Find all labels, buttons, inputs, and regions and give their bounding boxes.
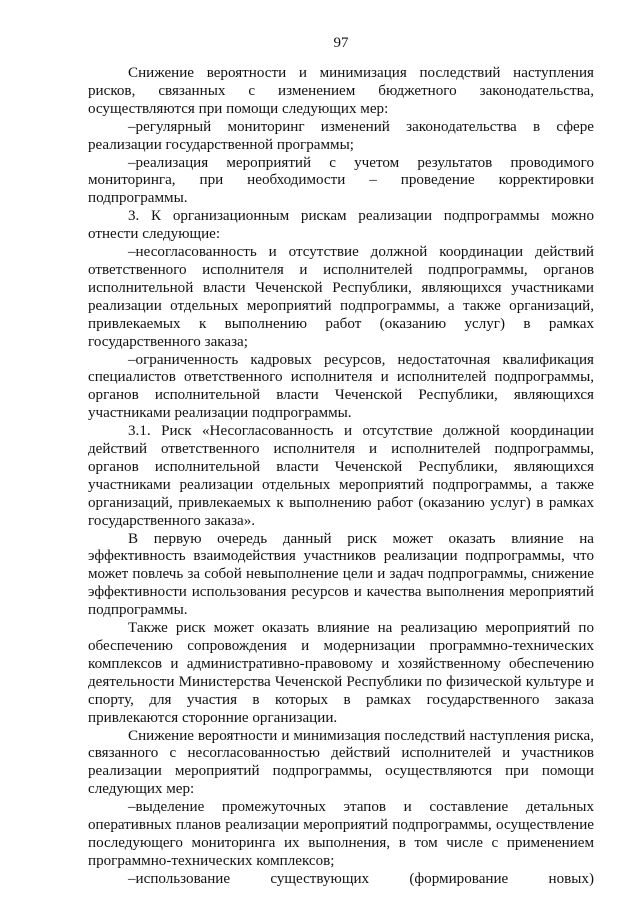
paragraph-organizational-risks: 3. К организационным рискам реализации подпрограммы можно отнести следующие: [88,208,594,243]
paragraph-limited-staff: –ограниченность кадровых ресурсов, недостаточная квалификация специалистов ответственного исполнителя и исполнителей подпрограммы, органов исполнительной власти Чеченской Республики, являющихся участниками реализации подпрограммы. [88,351,594,422]
page-number: 97 [333,35,349,51]
paragraph-use-existing: –использование существующих (формирование новых) [128,870,594,887]
paragraph-regular-monitoring: –регулярный мониторинг изменений законодательства в сфере реализации государственной программы; [88,118,594,153]
paragraph-risk-3-1: 3.1. Риск «Несогласованность и отсутствие должной координации действий ответственного исполнителя и исполнителей подпрограммы, органов исполнительной власти Чеченской Республики, являющихся участниками реализации отдельных мероприятий подпрограммы, а также организаций, привлекаемых к выполнению работ (оказанию услуг) в рамках государственного заказа». [88,423,594,529]
paragraph-risk-impact: В первую очередь данный риск может оказать влияние на эффективность взаимодействия участников реализации подпрограммы, что может повлечь за собой невыполнение цели и задач подпрограммы, снижение эффективности использования ресурсов и качества выполнения мероприятий подпрограммы. [88,530,594,619]
paragraph-risk-mitigation: Снижение вероятности и минимизация последствий наступления риска, связанного с несогласованностью действий исполнителей и участников реализации мероприятий подпрограммы, осуществляются при помощи следующих мер: [88,727,594,798]
document-page [88,35,594,889]
paragraph-intermediate-stages: –выделение промежуточных этапов и составление детальных оперативных планов реализации мероприятий подпрограммы, осуществление последующего мониторинга их выполнения, в том числе с применением программно-технических комплексов; [88,799,594,869]
paragraph-budget-risk-measures: Снижение вероятности и минимизация последствий наступления рисков, связанных с изменением бюджетного законодательства, осуществляются при помощи следующих мер: [88,65,594,117]
paragraph-lack-of-coordination: –несогласованность и отсутствие должной координации действий ответственного исполнителя и исполнителей подпрограммы, органов исполнительной власти Чеченской Республики, являющихся участниками реализации отдельных мероприятий подпрограммы, а также организаций, привлекаемых к выполнению работ (оказанию услуг) в рамках государственного заказа; [88,244,594,350]
paragraph-implementation-measures: –реализация мероприятий с учетом результатов проводимого мониторинга, при необходимости – проведение корректировки подпрограммы. [88,154,594,207]
paragraph-risk-influence: Также риск может оказать влияние на реализацию мероприятий по обеспечению сопровождения и модернизации программно-технических комплексов и административно-правовому и хозяйственному обеспечению деятельности Министерства Чеченской Республики по физической культуре и спорту, для участия в которых в рамках государственного заказа привлекаются сторонние организации. [88,620,594,726]
